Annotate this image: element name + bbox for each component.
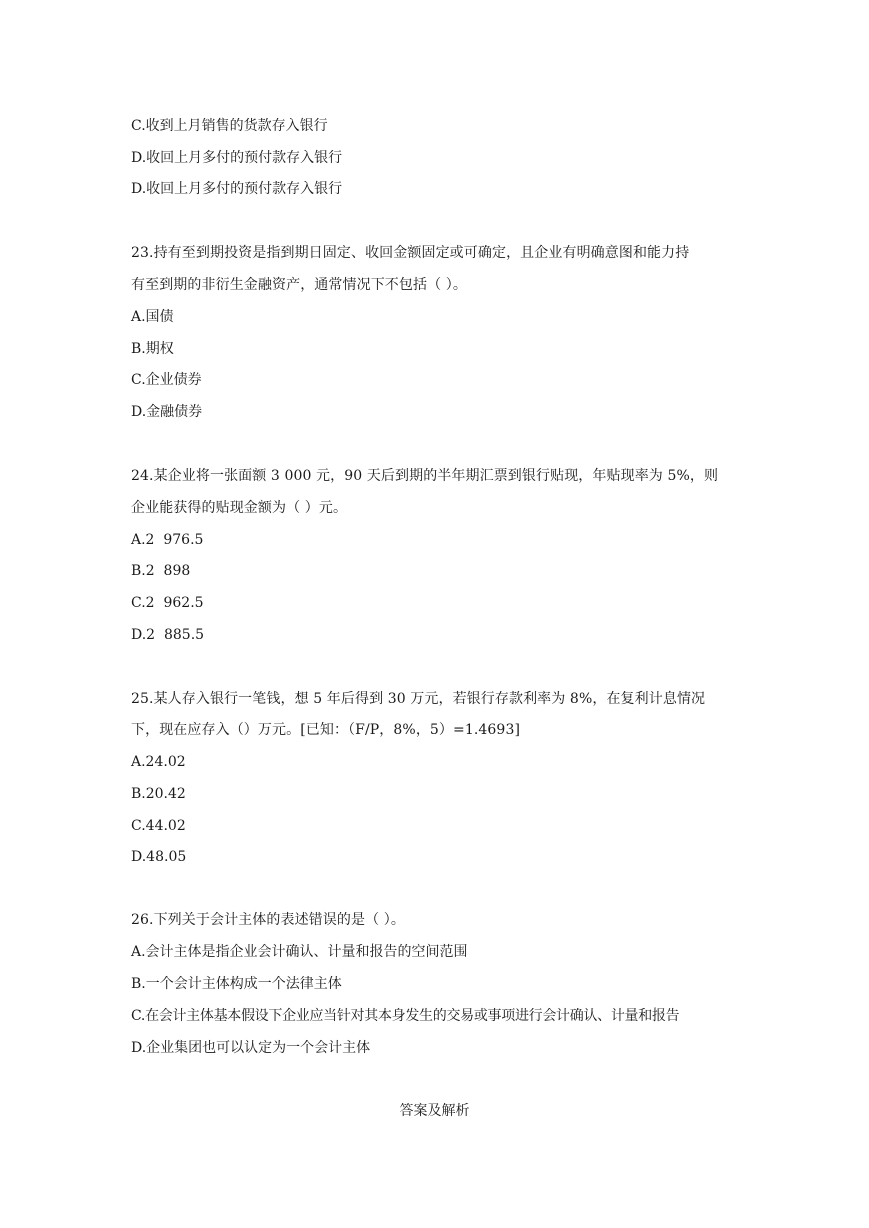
q25-option-a: A.24.02 (131, 754, 186, 770)
q26-stem-line1: 26.下列关于会计主体的表述错误的是（ ）。 (131, 912, 405, 928)
q22-option-b: C.收到上月销售的货款存入银行 (131, 118, 328, 134)
q26-option-b: B.一个会计主体构成一个法律主体 (131, 976, 342, 992)
q24-option-b: B.2 898 (131, 563, 191, 579)
q23-option-b: B.期权 (131, 341, 174, 357)
q25-option-c: C.44.02 (131, 818, 186, 834)
q24-option-c: C.2 962.5 (131, 595, 204, 611)
q24-stem-line2: 企业能获得的贴现金额为（ ）元。 (131, 500, 348, 516)
q22-option-d: D.收回上月多付的预付款存入银行 (131, 181, 343, 197)
q24-option-d: D.2 885.5 (131, 627, 205, 643)
q23-stem-line2: 有至到期的非衍生金融资产，通常情况下不包括（ ）。 (131, 277, 467, 293)
q25-stem-line1: 25.某人存入银行一笔钱，想 5 年后得到 30 万元，若银行存款利率为 8%，在复利计息情况 (131, 691, 706, 707)
q25-option-b: B.20.42 (131, 786, 186, 802)
q22-option-c: D.收回上月多付的预付款存入银行 (131, 150, 343, 166)
q23-option-a: A.国债 (131, 309, 174, 325)
q26-option-c: C.在会计主体基本假设下企业应当针对其本身发生的交易或事项进行会计确认、计量和报告 (131, 1008, 680, 1024)
q26-option-a: A.会计主体是指企业会计确认、计量和报告的空间范围 (131, 944, 468, 960)
q26-option-d: D.企业集团也可以认定为一个会计主体 (131, 1040, 371, 1056)
q23-option-c: C.企业债券 (131, 372, 202, 388)
q25-option-d: D.48.05 (131, 849, 187, 865)
q24-stem-line1: 24.某企业将一张面额 3 000 元，90 天后到期的半年期汇票到银行贴现，年贴现率为 5%，则 (131, 468, 719, 484)
q25-stem-line2: 下，现在应存入（）万元。[已知：（F/P，8%，5）=1.4693] (131, 722, 521, 738)
q23-stem-line1: 23.持有至到期投资是指到期日固定、收回金额固定或可确定，且企业有明确意图和能力持 (131, 245, 690, 261)
q24-option-a: A.2 976.5 (131, 532, 204, 548)
q23-option-d: D.金融债券 (131, 404, 203, 420)
answers-heading: 答案及解析 (399, 1103, 470, 1119)
